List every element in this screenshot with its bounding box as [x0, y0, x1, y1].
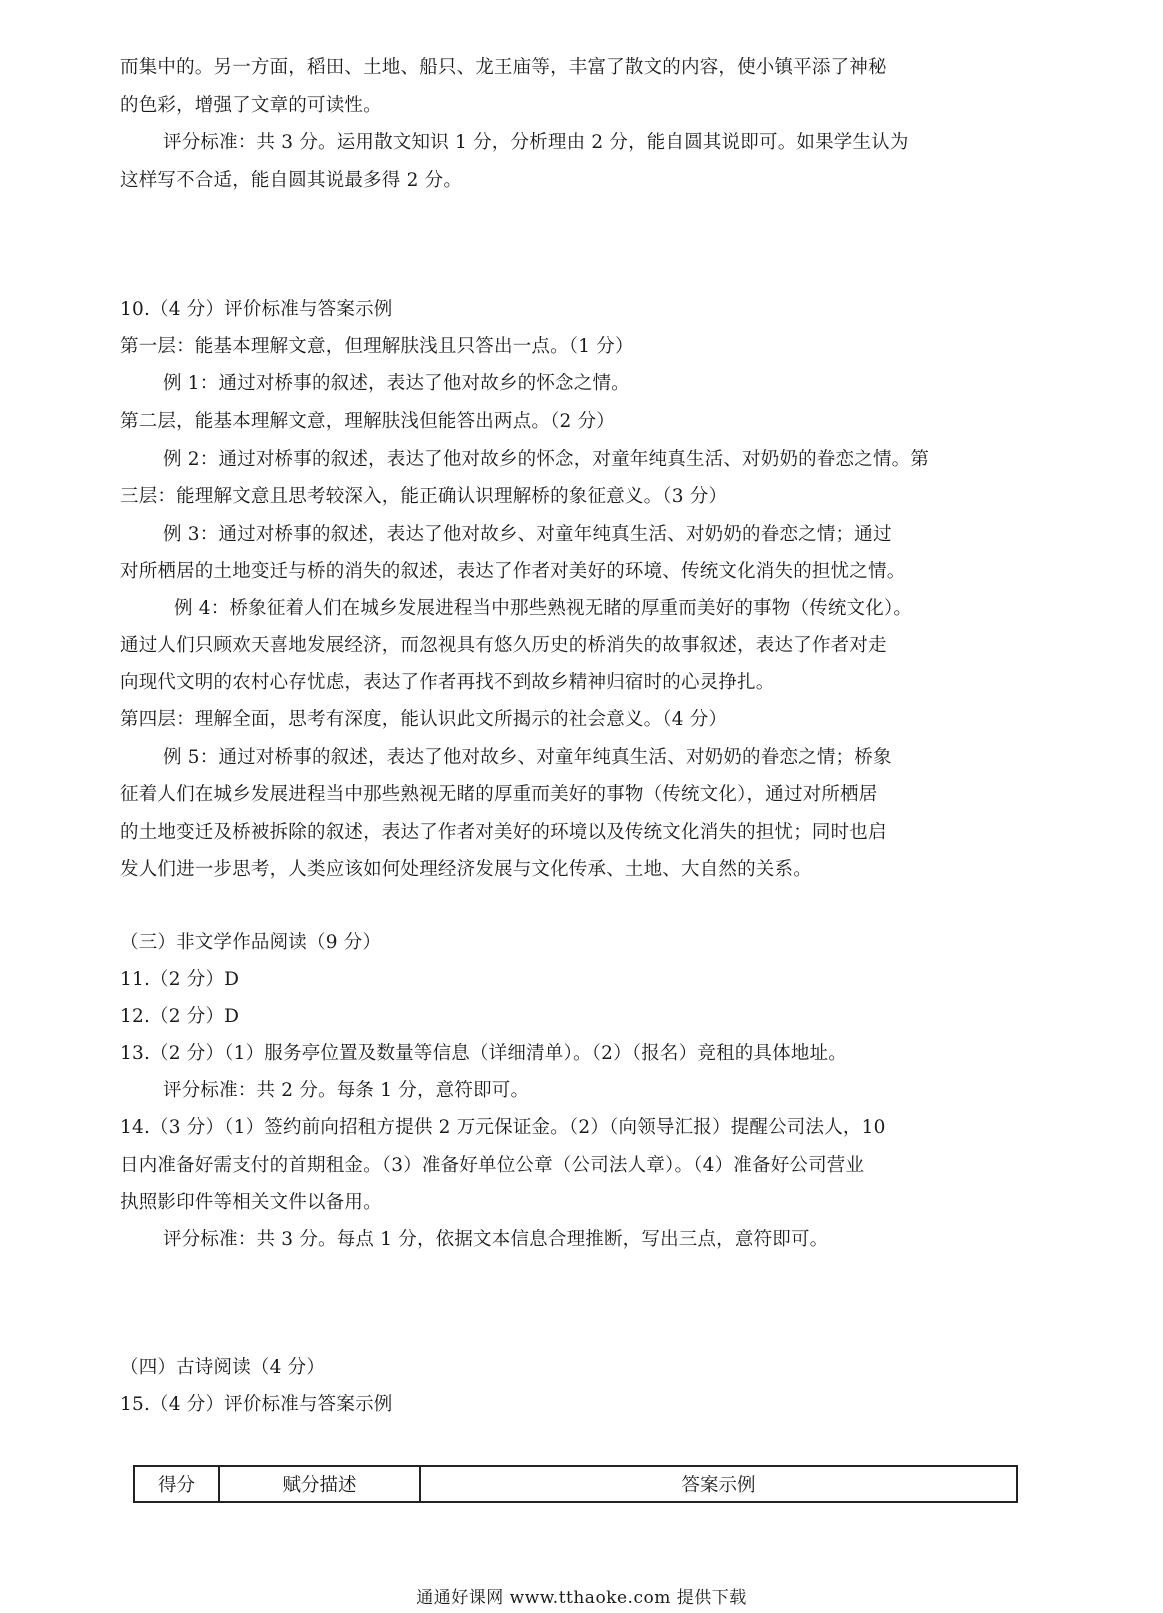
text-line: 例 3：通过对桥事的叙述，表达了他对故乡、对童年纯真生活、对奶奶的眷恋之情；通过: [163, 524, 892, 545]
text-line: 例 4：桥象征着人们在城乡发展进程当中那些熟视无睹的厚重而美好的事物（传统文化）。: [174, 598, 913, 619]
text-line: 第二层，能基本理解文意，理解肤浅但能答出两点。（2 分）: [120, 411, 616, 432]
text-line: （四）古诗阅读（4 分）: [120, 1357, 326, 1378]
text-line: 评分标准：共 3 分。运用散文知识 1 分，分析理由 2 分，能自圆其说即可。如果学生认为: [163, 132, 909, 153]
text-line: 的土地变迁及桥被拆除的叙述，表达了作者对美好的环境以及传统文化消失的担忧；同时也启: [120, 822, 887, 843]
text-line: 13.（2 分）（1）服务亭位置及数量等信息（详细清单）。（2）（报名）竞租的具体地址。: [120, 1043, 847, 1064]
text-line: 这样写不合适，能自圆其说最多得 2 分。: [120, 170, 463, 191]
text-line: 征着人们在城乡发展进程当中那些熟视无睹的厚重而美好的事物（传统文化），通过对所栖居: [120, 784, 878, 805]
text-line: 三层：能理解文意且思考较深入，能正确认识理解桥的象征意义。（3 分）: [120, 486, 728, 507]
text-line: 的色彩，增强了文章的可读性。: [120, 95, 382, 116]
page-footer: 通通好课网 www.tthaoke.com 提供下载: [416, 1588, 747, 1608]
text-line: 10.（4 分）评价标准与答案示例: [120, 299, 393, 320]
text-line: 评分标准：共 2 分。每条 1 分，意符即可。: [163, 1080, 530, 1101]
text-line: 日内准备好需支付的首期租金。（3）准备好单位公章（公司法人章）。（4）准备好公司营业: [120, 1155, 865, 1176]
text-line: 11.（2 分）D: [120, 969, 240, 990]
table-header-example: 答案示例: [420, 1466, 1017, 1502]
table-header-description: 赋分描述: [219, 1466, 420, 1502]
text-line: 第四层：理解全面，思考有深度，能认识此文所揭示的社会意义。（4 分）: [120, 709, 728, 730]
text-line: 15.（4 分）评价标准与答案示例: [120, 1394, 393, 1415]
text-line: 14.（3 分）（1）签约前向招租方提供 2 万元保证金。（2）（向领导汇报）提醒公司法人，10: [120, 1117, 886, 1138]
text-line: 12.（2 分）D: [120, 1006, 240, 1027]
text-line: 发人们进一步思考，人类应该如何处理经济发展与文化传承、土地、大自然的关系。: [120, 859, 812, 880]
table-header-row: [134, 1466, 1017, 1502]
text-line: 例 5：通过对桥事的叙述，表达了他对故乡、对童年纯真生活、对奶奶的眷恋之情；桥象: [163, 747, 892, 768]
text-line: 而集中的。另一方面，稻田、土地、船只、龙王庙等，丰富了散文的内容，使小镇平添了神秘: [120, 57, 887, 78]
text-line: 向现代文明的农村心存忧虑，表达了作者再找不到故乡精神归宿时的心灵挣扎。: [120, 672, 775, 693]
text-line: 通过人们只顾欢天喜地发展经济，而忽视具有悠久历史的桥消失的故事叙述，表达了作者对走: [120, 635, 887, 656]
text-line: 例 2：通过对桥事的叙述，表达了他对故乡的怀念，对童年纯真生活、对奶奶的眷恋之情。第: [163, 449, 930, 470]
table-header-score: 得分: [134, 1466, 219, 1502]
text-line: 对所栖居的土地变迁与桥的消失的叙述，表达了作者对美好的环境、传统文化消失的担忧之情。: [120, 561, 906, 582]
text-line: 评分标准：共 3 分。每点 1 分，依据文本信息合理推断，写出三点，意符即可。: [163, 1229, 829, 1250]
scoring-table: [133, 1465, 1018, 1503]
text-line: 第一层：能基本理解文意，但理解肤浅且只答出一点。（1 分）: [120, 336, 634, 357]
text-line: 执照影印件等相关文件以备用。: [120, 1192, 382, 1213]
text-line: 例 1：通过对桥事的叙述，表达了他对故乡的怀念之情。: [163, 373, 630, 394]
text-line: （三）非文学作品阅读（9 分）: [120, 932, 382, 953]
